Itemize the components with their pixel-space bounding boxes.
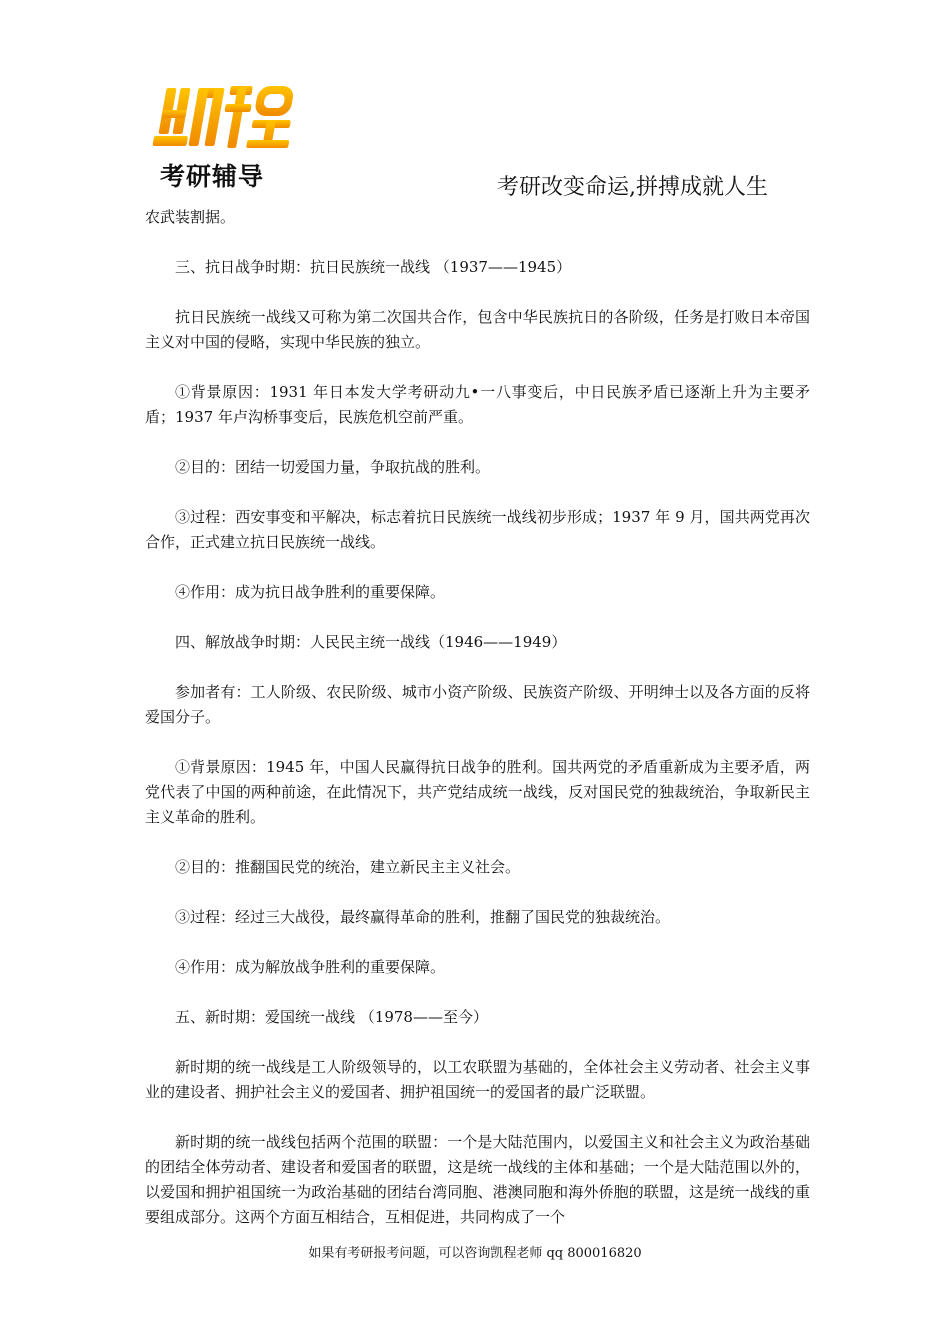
paragraph: ①背景原因：1945 年，中国人民赢得抗日战争的胜利。国共两党的矛盾重新成为主要矛盾，两党代表了中国的两种前途，在此情况下，共产党结成统一战线，反对国民党的独裁统治，争取新民主主义革命的胜利。 [145, 758, 810, 826]
brand-logo [150, 80, 300, 198]
paragraph: 新时期的统一战线是工人阶级领导的，以工农联盟为基础的，全体社会主义劳动者、社会主义事业的建设者、拥护社会主义的爱国者、拥护祖国统一的爱国者的最广泛联盟。 [145, 1058, 810, 1101]
section-heading-anti-japanese: 三、抗日战争时期：抗日民族统一战线 （1937——1945） [175, 258, 572, 276]
header-slogan: 考研改变命运,拼搏成就人生 [497, 175, 768, 200]
paragraph: 新时期的统一战线包括两个范围的联盟：一个是大陆范围内，以爱国主义和社会主义为政治基础的团结全体劳动者、建设者和爱国者的联盟，这是统一战线的主体和基础；一个是大陆范围以外的，以爱国和拥护祖国统一为政治基础的团结台湾同胞、港澳同胞和海外侨胞的联盟，这是统一战线的重要组成部分。这两个方面互相结合，互相促进，共同构成了一个 [145, 1133, 810, 1226]
paragraph: 参加者有：工人阶级、农民阶级、城市小资产阶级、民族资产阶级、开明绅士以及各方面的反将爱国分子。 [145, 683, 810, 726]
paragraph: ①背景原因：1931 年日本发大学考研动九•一八事变后，中日民族矛盾已逐渐上升为主要矛盾；1937 年卢沟桥事变后，民族危机空前严重。 [145, 383, 810, 426]
document-body [145, 205, 810, 1255]
paragraph: ②目的：团结一切爱国力量，争取抗战的胜利。 [175, 458, 491, 476]
kaicheng-logo-icon [150, 80, 300, 160]
page-footer: 如果有考研报考问题，可以咨询凯程老师 qq 800016820 [308, 1246, 642, 1261]
paragraph-continuation: 农武装割据。 [145, 208, 236, 226]
paragraph: ③过程：经过三大战役，最终赢得革命的胜利，推翻了国民党的独裁统治。 [175, 908, 671, 926]
section-heading-new-era: 五、新时期：爱国统一战线 （1978——至今） [175, 1008, 488, 1026]
paragraph: 抗日民族统一战线又可称为第二次国共合作，包含中华民族抗日的各阶级，任务是打败日本帝国主义对中国的侵略，实现中华民族的独立。 [145, 308, 810, 351]
paragraph: ④作用：成为解放战争胜利的重要保障。 [175, 958, 446, 976]
section-heading-liberation-war: 四、解放战争时期：人民民主统一战线（1946——1949） [175, 633, 567, 651]
paragraph: ③过程：西安事变和平解决，标志着抗日民族统一战线初步形成；1937 年 9 月，国共两党再次合作，正式建立抗日民族统一战线。 [145, 508, 810, 551]
logo-subtitle: 考研辅导 [160, 162, 265, 191]
paragraph: ④作用：成为抗日战争胜利的重要保障。 [175, 583, 446, 601]
paragraph: ②目的：推翻国民党的统治，建立新民主主义社会。 [175, 858, 521, 876]
